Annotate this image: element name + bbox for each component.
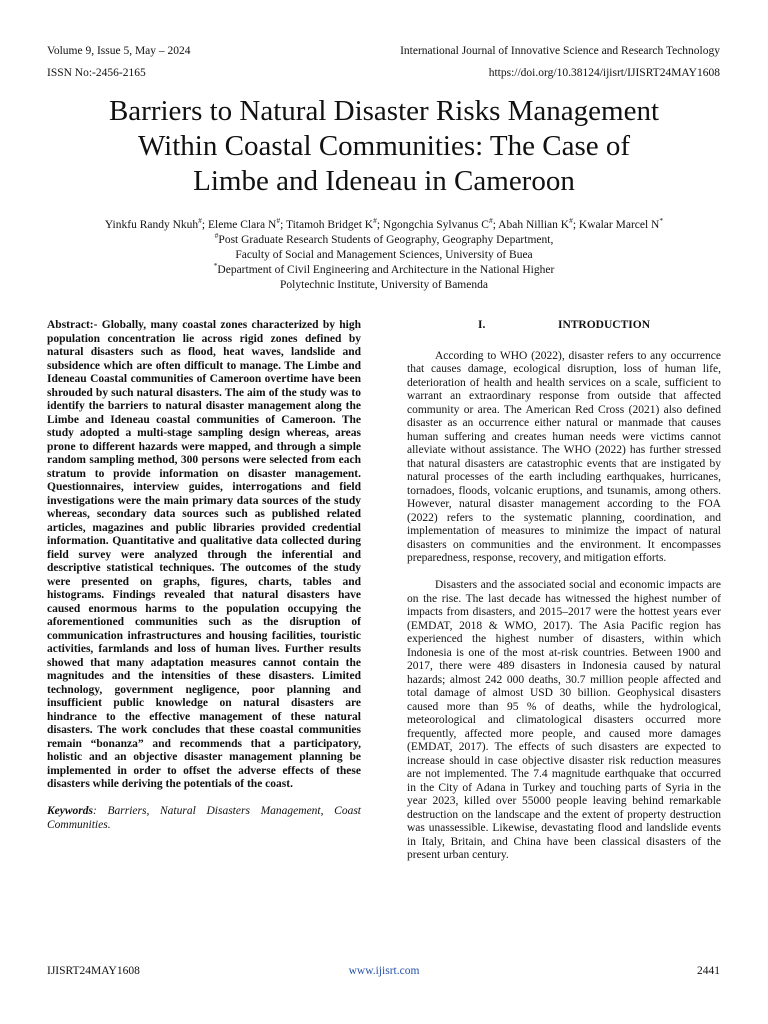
author-name: Eleme Clara N [208,219,277,231]
affiliation-text: Department of Civil Engineering and Architecture in the National Higher [217,264,555,276]
author-block [40,218,728,293]
keywords-text: : Barriers, Natural Disasters Management, Coast Communities. [47,805,361,831]
page-number: 2441 [697,965,720,977]
affiliation-mark: # [569,216,573,226]
footer-paper-code: IJISRT24MAY1608 [47,965,140,977]
paper-title [60,94,708,199]
abstract-text: Globally, many coastal zones characterized by high population concentration lie across rigid zones defined by natural disasters such as flood, heat waves, landslide and subsidence which are often difficult to manage. The Limbe and Ideneau Coastal communities of Cameroon overtime have been shrouded by such natural disasters. The aim of the study was to identify the barriers to natural disaster management along the Limbe and Ideneau coastal communities of Cameroon. The study adopted a multi-stage sampling design whereas, areas prone to different hazards were mapped, and through a simple random sampling method, 300 persons were selected from each stratum to provide information on disaster management. Questionnaires, interview guides, interrogations and field investigations were the main primary data sources of the study whereas, secondary data sources such as published related articles, magazines and public libraries provided credential information. Quantitative and qualitative data collected during field survey were analyzed through the inferential and descriptive statistical techniques. The outcomes of the study were presented on graphs, figures, charts, tables and histograms. Findings revealed that natural disasters have caused enormous harms to the population occupying the aforementioned communities such as the disruption of communication infrastructures and housing facilities, touristic activities, farmlands and loss of human lives. Further results showed that many adaptation measures cannot contain the magnitudes and the intensities of these disasters. Limited technology, government negligence, poor planning and insufficient public knowledge on natural disasters are hindrance to the effective management of these natural disasters. The work concludes that these coastal communities remain “bonanza” and recommends that a participatory, holistic and an objective disaster management planning be implemented in order to offset the adverse effects of these disasters while deriving the potentials of the coast. [47,319,361,790]
affiliation-1-line-2: Faculty of Social and Management Sciences, University of Buea [235,249,533,261]
footer-website-link[interactable]: www.ijisrt.com [348,965,420,977]
left-column [47,319,361,832]
abstract-label: Abstract:- [47,319,98,331]
author-list [40,218,728,233]
author-separator: ; [572,219,579,231]
title-line-1: Barriers to Natural Disaster Risks Management [108,95,660,127]
affiliation-mark: # [214,231,219,241]
author-separator: ; [280,219,286,231]
issn: ISSN No:-2456-2165 [47,67,146,79]
keywords-label: Keywords [47,805,93,817]
intro-paragraph-1: According to WHO (2022), disaster refers to any occurrence that causes damage, ecological disruption, loss of human life, deterioration of health and health services on a scale, sufficient to warrant an extraordinary response from outside that affected community or area. The American Red Cross (2021) also defined disaster as an occurrence either natural or manmade that causes human suffering and creates human needs were victims cannot alleviate without assistance. The WHO (2022) has further stressed that natural disasters are catastrophic events that are instigated by natural processes of the earth including earthquakes, hurricanes, tornadoes, floods, volcanic eruptions, and tsunamis, among others. However, natural disaster management according to the FOA (2022) refers to the systematic planning, coordination, and implementation of measures to minimize the impact of natural disasters on communities and the environment. It encompasses preparedness, response, recovery, and mitigation efforts. [407,349,721,564]
author-name: Abah Nillian K [498,219,570,231]
author-name: Ngongchia Sylvanus C [382,219,489,231]
author-separator: ; [492,219,499,231]
section-title: INTRODUCTION [557,319,650,331]
affiliation-1-line-1 [40,233,728,248]
affiliation-mark: # [373,216,377,226]
affiliation-mark: # [488,216,493,226]
author-name: Kwalar Marcel N [578,219,660,231]
affiliation-2-line-2: Polytechnic Institute, University of Bamenda [280,279,488,291]
affiliation-mark: # [276,216,281,226]
abstract [47,319,361,792]
journal-name: International Journal of Innovative Science and Research Technology [400,45,720,57]
intro-paragraph-2: Disasters and the associated social and economic impacts are on the rise. The last decade has witnessed the highest number of impacts from disasters, and 2015–2017 were the hottest years ever (EMDAT, 2018 & WMO, 2017). The Asia Pacific region has experienced the highest number of disasters, within which Indonesia is one of the most at-risk countries. Between 1900 and 2017, there were 489 disasters in Indonesia caused by natural hazards; almost 242 000 deaths, 30.7 million people affected and total damage of almost USD 30 billion. Geophysical disasters caused more than 95 % of deaths, while the hydrological, meteorological and climatological disasters occurred more frequently, affected more people, and caused more damages (EMDAT, 2017). The effects of such disasters are expected to increase should in case objective disaster risk reduction measures are not implemented. The 7.4 magnitude earthquake that occurred in the City of Adana in Turkey and touching parts of Syria in the year 2023, killed over 55000 people leaving behind remarkable destruction on the landscape and the extent of property destruction was unassessible. Likewise, devastating flood and landslide events in Italy, Britain, and China have been classical disasters of the present urban century. [407,579,721,861]
volume-info: Volume 9, Issue 5, May ‒ 2024 [47,45,191,57]
keywords [47,805,361,832]
title-line-3: Limbe and Ideneau in Cameroon [193,165,575,197]
affiliation-text: Post Graduate Research Students of Geography, Geography Department, [218,234,554,246]
affiliation-mark: * [213,261,218,271]
affiliation-mark: * [659,216,664,226]
author-name: Titamoh Bridget K [285,219,374,231]
author-separator: ; [376,219,383,231]
affiliation-2-line-1 [40,263,728,278]
author-separator: ; [201,219,208,231]
author-name: Yinkfu Randy Nkuh [104,219,199,231]
doi-link[interactable]: https://doi.org/10.38124/ijisrt/IJISRT24MAY1608 [488,67,720,79]
affiliation-mark: # [198,216,202,226]
section-heading [407,319,721,333]
title-line-2: Within Coastal Communities: The Case of [137,130,631,162]
right-column [407,319,721,863]
section-number: I. [477,319,486,331]
